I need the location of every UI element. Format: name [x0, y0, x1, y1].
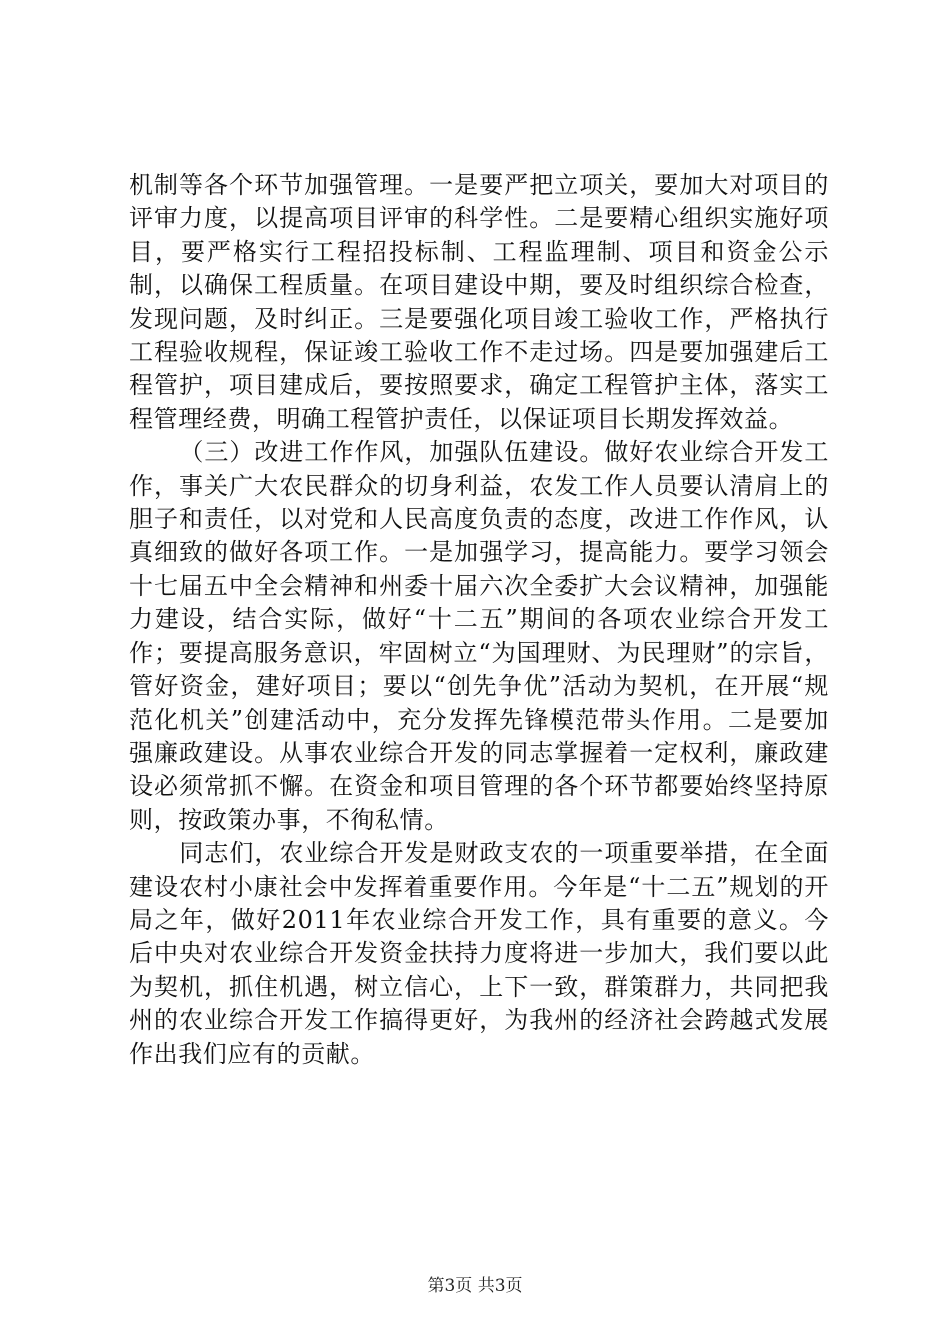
paragraph-continuation: 机制等各个环节加强管理。一是要严把立项关，要加大对项目的评审力度，以提高项目评审的科学性。二是要精心组织实施好项目，要严格实行工程招投标制、工程监理制、项目和资金公示制，以确保工程质量。在项目建设中期，要及时组织综合检查，发现问题，及时纠正。三是要强化项目竣工验收工作，严格执行工程验收规程，保证竣工验收工作不走过场。四是要加强建后工程管护，项目建成后，要按照要求，确定工程管护主体，落实工程管理经费，明确工程管护责任，以保证项目长期发挥效益。 [129, 171, 829, 433]
paragraph-closing: 同志们，农业综合开发是财政支农的一项重要举措，在全面建设农村小康社会中发挥着重要作用。今年是“十二五”规划的开局之年，做好2011年农业综合开发工作，具有重要的意义。今后中央对农业综合开发资金扶持力度将进一步加大，我们要以此为契机，抓住机遇，树立信心，上下一致，群策群力，共同把我州的农业综合开发工作搞得更好，为我州的经济社会跨越式发展作出我们应有的贡献。 [129, 839, 829, 1068]
document-body [129, 169, 829, 1071]
page-footer: 第3页 共3页 [427, 1276, 523, 1296]
paragraph-section-three: （三）改进工作作风，加强队伍建设。做好农业综合开发工作，事关广大农民群众的切身利益，农发工作人员要认清肩上的胆子和责任，以对党和人民高度负责的态度，改进工作作风，认真细致的做好各项工作。一是加强学习，提高能力。要学习领会十七届五中全会精神和州委十届六次全委扩大会议精神，加强能力建设，结合实际，做好“十二五”期间的各项农业综合开发工作；要提高服务意识，牢固树立“为国理财、为民理财”的宗旨，管好资金，建好项目；要以“创先争优”活动为契机，在开展“规范化机关”创建活动中，充分发挥先锋模范带头作用。二是要加强廉政建设。从事农业综合开发的同志掌握着一定权利，廉政建设必须常抓不懈。在资金和项目管理的各个环节都要始终坚持原则，按政策办事，不徇私情。 [129, 438, 829, 834]
